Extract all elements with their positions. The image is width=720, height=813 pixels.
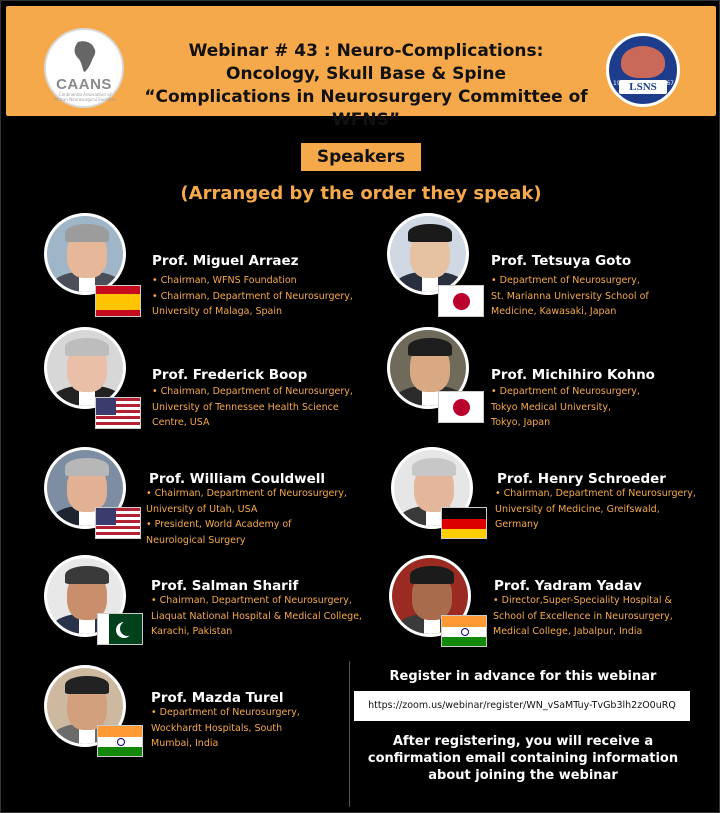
speaker-name: Prof. Yadram Yadav xyxy=(494,578,642,594)
speaker-affiliation: • Department of Neurosurgery, St. Marianna University School of Medicine, Kawasaki, Japan xyxy=(491,275,649,317)
header-banner xyxy=(6,6,716,130)
speaker-affiliation: • Director,Super-Speciality Hospital & School of Excellence in Neurosurgery, Medical College, Jabalpur, India xyxy=(493,595,673,637)
japan-flag-icon xyxy=(438,391,484,423)
speaker-affiliation: • Chairman, Department of Neurosurgery, Liaquat National Hospital & Medical College, Karachi, Pakistan xyxy=(151,595,363,637)
speaker-name: Prof. Salman Sharif xyxy=(151,578,299,594)
lsns-logo-text: LSNS xyxy=(629,81,657,93)
india-flag-icon xyxy=(441,615,487,647)
speaker-affiliation: • Department of Neurosurgery, Tokyo Medical University, Tokyo, Japan xyxy=(491,386,640,428)
lsns-year-right: 67 xyxy=(666,80,674,87)
registration-note-line: After registering, you will receive a xyxy=(392,734,654,749)
speaker-affiliation: • Chairman, Department of Neurosurgery, University of Utah, USA • President, World Academy of Neurological Surgery xyxy=(146,488,347,546)
registration-note-line: about joining the webinar xyxy=(428,768,618,783)
caans-logo xyxy=(44,28,124,108)
registration-note-line: confirmation email containing information xyxy=(367,751,679,766)
speaker-photo xyxy=(387,213,469,295)
pakistan-flag-icon xyxy=(97,613,143,645)
brain-icon xyxy=(621,46,665,78)
speaking-order-note: (Arranged by the order they speak) xyxy=(180,183,542,204)
spain-flag-icon xyxy=(95,285,141,317)
speaker-affiliation: • Department of Neurosurgery, Wockhardt Hospitals, South Mumbai, India xyxy=(151,707,300,749)
speakers-heading: Speakers xyxy=(301,143,421,171)
title-line-1: Webinar # 43 : Neuro-Complications: xyxy=(188,41,544,61)
speaker-affiliation: • Chairman, Department of Neurosurgery, University of Medicine, Greifswald, Germany xyxy=(495,488,696,530)
title-line-2: Oncology, Skull Base & Spine xyxy=(226,64,506,84)
germany-flag-icon xyxy=(441,507,487,539)
japan-flag-icon xyxy=(438,285,484,317)
webinar-title xyxy=(136,40,596,132)
speaker-photo xyxy=(44,213,126,295)
caans-logo-text: CAANS xyxy=(56,76,112,93)
title-line-3: “Complications in Neurosurgery Committee of WFNS” xyxy=(144,87,588,130)
registration-heading: Register in advance for this webinar xyxy=(389,669,657,684)
usa-flag-icon xyxy=(95,397,141,429)
speaker-name: Prof. Henry Schroeder xyxy=(497,471,666,487)
caans-logo-tagline: Continental Association of African Neurosurgical Societies xyxy=(53,92,117,102)
registration-note xyxy=(350,733,696,784)
speaker-name: Prof. Tetsuya Goto xyxy=(491,253,632,269)
speaker-name: Prof. William Couldwell xyxy=(149,471,326,487)
lsns-year-left: 19 xyxy=(613,80,621,87)
registration-section xyxy=(349,661,695,807)
speaker-name: Prof. Michihiro Kohno xyxy=(491,367,655,383)
usa-flag-icon xyxy=(95,507,141,539)
africa-map-icon xyxy=(72,40,98,74)
registration-link[interactable]: https://zoom.us/webinar/register/WN_vSaMTuy-TvGb3lh2zO0uRQ xyxy=(354,691,690,721)
speaker-name: Prof. Miguel Arraez xyxy=(152,253,299,269)
speaker-affiliation: • Chairman, WFNS Foundation • Chairman, Department of Neurosurgery, University of Malaga, Spain xyxy=(152,275,353,317)
speaker-name: Prof. Frederick Boop xyxy=(152,367,308,383)
speaker-affiliation: • Chairman, Department of Neurosurgery, University of Tennessee Health Science Centre, USA xyxy=(152,386,353,428)
india-flag-icon xyxy=(97,725,143,757)
lsns-logo xyxy=(606,33,680,107)
speaker-name: Prof. Mazda Turel xyxy=(151,690,284,706)
